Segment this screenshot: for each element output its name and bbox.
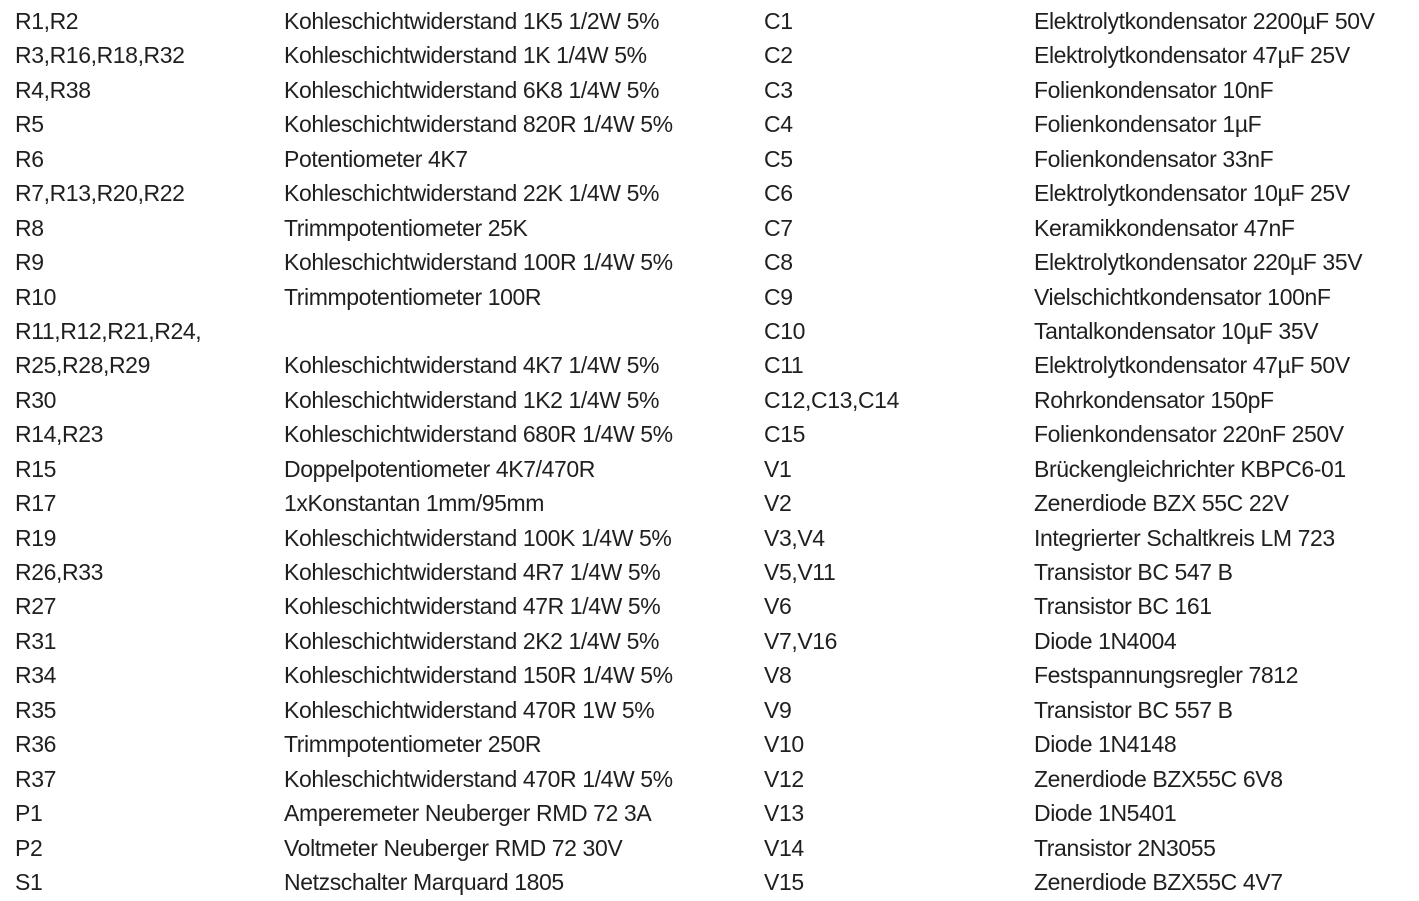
part-row [0,383,700,417]
part-designator: V1 [764,455,792,482]
part-description: Zenerdiode BZX55C 6V8 [1034,765,1283,792]
part-description: Rohrkondensator 150pF [1034,386,1274,413]
part-designator: R3,R16,R18,R32 [15,42,185,69]
part-row [760,176,1419,210]
part-row [0,589,700,623]
part-row [0,280,700,314]
part-row [0,314,700,348]
part-description: Folienkondensator 33nF [1034,145,1274,172]
part-designator: V10 [764,731,804,758]
part-description: Integrierter Schaltkreis LM 723 [1034,524,1335,551]
part-designator: C5 [764,145,793,172]
part-designator: R31 [15,627,56,654]
part-description: Kohleschichtwiderstand 1K5 1/2W 5% [284,8,660,34]
part-row [760,38,1419,72]
part-designator: R34 [15,662,56,689]
part-description: Elektrolytkondensator 10µF 25V [1034,180,1350,207]
part-description: Diode 1N4148 [1034,731,1177,758]
part-designator: R26,R33 [15,559,103,585]
part-description: Kohleschichtwiderstand 100R 1/4W 5% [284,249,673,276]
part-designator: R7,R13,R20,R22 [15,180,185,207]
part-description: Elektrolytkondensator 47µF 25V [1034,42,1350,69]
part-designator: R9 [15,249,44,276]
part-row [760,417,1419,451]
part-designator: C4 [764,111,793,138]
part-designator: V13 [764,800,804,827]
part-row [0,245,700,279]
part-description: Folienkondensator 10nF [1034,76,1274,103]
part-description: Folienkondensator 1µF [1034,111,1262,138]
part-description: Trimmpotentiometer 100R [284,283,542,310]
part-description: Transistor BC 557 B [1034,696,1233,723]
part-description: Vielschichtkondensator 100nF [1034,283,1331,310]
part-description: Transistor BC 161 [1034,593,1212,620]
part-designator: V2 [764,490,792,517]
part-row [0,107,700,141]
part-designator: P2 [15,834,43,861]
part-row [760,658,1419,692]
part-description: Diode 1N5401 [1034,800,1177,827]
part-row [0,4,700,38]
part-description: Kohleschichtwiderstand 680R 1/4W 5% [284,421,673,448]
part-row [760,796,1419,830]
part-row [760,348,1419,382]
part-row [760,314,1419,348]
part-designator: R25,R28,R29 [15,352,150,379]
part-designator: R36 [15,731,56,758]
part-row [0,142,700,176]
part-designator: C12,C13,C14 [764,386,899,413]
part-row [0,176,700,210]
part-row [0,727,700,761]
part-description: Zenerdiode BZX 55C 22V [1034,490,1289,517]
part-description: Kohleschichtwiderstand 820R 1/4W 5% [284,111,673,138]
part-row [0,211,700,245]
part-designator: C11 [764,352,804,379]
part-row [760,107,1419,141]
part-row [0,796,700,830]
part-row [0,417,700,451]
part-description: 1xKonstantan 1mm/95mm [284,490,545,517]
part-row [0,831,700,865]
part-designator: R4,R38 [15,76,91,103]
part-designator: V6 [764,593,792,620]
part-row [0,658,700,692]
part-designator: R8 [15,214,44,241]
part-row [0,486,700,520]
part-row [0,693,700,727]
part-designator: P1 [15,800,43,827]
part-designator: V8 [764,662,792,689]
parts-column-left [0,4,700,899]
part-row [760,762,1419,796]
part-description: Kohleschichtwiderstand 2K2 1/4W 5% [284,627,660,654]
part-description: Kohleschichtwiderstand 47R 1/4W 5% [284,593,661,620]
part-designator: C2 [764,42,793,69]
part-description: Trimmpotentiometer 25K [284,214,528,241]
part-description: Elektrolytkondensator 47µF 50V [1034,352,1350,379]
part-row [760,280,1419,314]
part-designator: C7 [764,214,793,241]
part-description: Elektrolytkondensator 2200µF 50V [1034,8,1375,34]
part-row [760,555,1419,589]
part-description: Festspannungsregler 7812 [1034,662,1299,689]
part-description: Kohleschichtwiderstand 1K2 1/4W 5% [284,386,660,413]
part-description: Kohleschichtwiderstand 150R 1/4W 5% [284,662,673,689]
part-designator: C15 [764,421,805,448]
part-row [760,245,1419,279]
part-designator: R27 [15,593,56,620]
part-row [0,348,700,382]
part-designator: R14,R23 [15,421,103,448]
part-row [760,865,1419,899]
part-description: Trimmpotentiometer 250R [284,731,542,758]
part-row [0,865,700,899]
part-description: Tantalkondensator 10µF 35V [1034,317,1319,344]
part-description: Potentiometer 4K7 [284,145,468,172]
part-description: Zenerdiode BZX55C 4V7 [1034,868,1283,895]
part-row [760,693,1419,727]
part-designator: R17 [15,490,56,517]
part-row [0,762,700,796]
parts-column-right [760,4,1419,899]
part-row [760,589,1419,623]
part-description: Brückengleichrichter KBPC6-01 [1034,455,1346,482]
part-designator: V9 [764,696,792,723]
part-row [0,624,700,658]
part-designator: R35 [15,696,56,723]
part-description: Netzschalter Marquard 1805 [284,868,564,895]
part-row [760,624,1419,658]
part-row [760,831,1419,865]
part-designator: V15 [764,868,804,895]
part-designator: V3,V4 [764,524,825,551]
part-row [0,38,700,72]
part-designator: C8 [764,249,793,276]
part-description: Diode 1N4004 [1034,627,1177,654]
part-description: Folienkondensator 220nF 250V [1034,421,1344,448]
part-designator: V14 [764,834,804,861]
part-designator: R11,R12,R21,R24, [15,317,202,344]
part-designator: V7,V16 [764,627,838,654]
part-designator: C10 [764,317,805,344]
part-row [760,452,1419,486]
part-designator: R6 [15,145,44,172]
part-row [0,521,700,555]
part-description: Amperemeter Neuberger RMD 72 3A [284,800,652,827]
part-description: Kohleschichtwiderstand 100K 1/4W 5% [284,524,672,551]
part-designator: R15 [15,455,56,482]
part-row [760,73,1419,107]
part-designator: C6 [764,180,793,207]
part-description: Kohleschichtwiderstand 6K8 1/4W 5% [284,76,660,103]
part-designator: V5,V11 [764,559,836,585]
part-description: Kohleschichtwiderstand 470R 1W 5% [284,696,655,723]
part-row [0,73,700,107]
part-designator: R37 [15,765,56,792]
part-description: Kohleschichtwiderstand 4K7 1/4W 5% [284,352,660,379]
part-description: Kohleschichtwiderstand 4R7 1/4W 5% [284,559,661,585]
part-row [760,383,1419,417]
part-description: Voltmeter Neuberger RMD 72 30V [284,834,623,861]
part-designator: C3 [764,76,793,103]
part-row [760,521,1419,555]
part-designator: R30 [15,386,56,413]
part-designator: S1 [15,868,43,895]
part-description: Transistor BC 547 B [1034,559,1233,585]
part-description: Elektrolytkondensator 220µF 35V [1034,249,1363,276]
part-description: Kohleschichtwiderstand 22K 1/4W 5% [284,180,660,207]
part-row [760,486,1419,520]
part-designator: R1,R2 [15,8,79,34]
part-description: Kohleschichtwiderstand 470R 1/4W 5% [284,765,673,792]
part-designator: R19 [15,524,56,551]
part-description: Transistor 2N3055 [1034,834,1216,861]
part-designator: R5 [15,111,44,138]
part-row [760,211,1419,245]
part-row [760,727,1419,761]
part-designator: R10 [15,283,56,310]
part-description: Doppelpotentiometer 4K7/470R [284,455,596,482]
part-designator: C9 [764,283,793,310]
part-row [760,4,1419,38]
part-description: Keramikkondensator 47nF [1034,214,1295,241]
part-designator: V12 [764,765,804,792]
part-description: Kohleschichtwiderstand 1K 1/4W 5% [284,42,647,69]
part-row [0,452,700,486]
part-row [0,555,700,589]
part-row [760,142,1419,176]
part-designator: C1 [764,8,793,34]
